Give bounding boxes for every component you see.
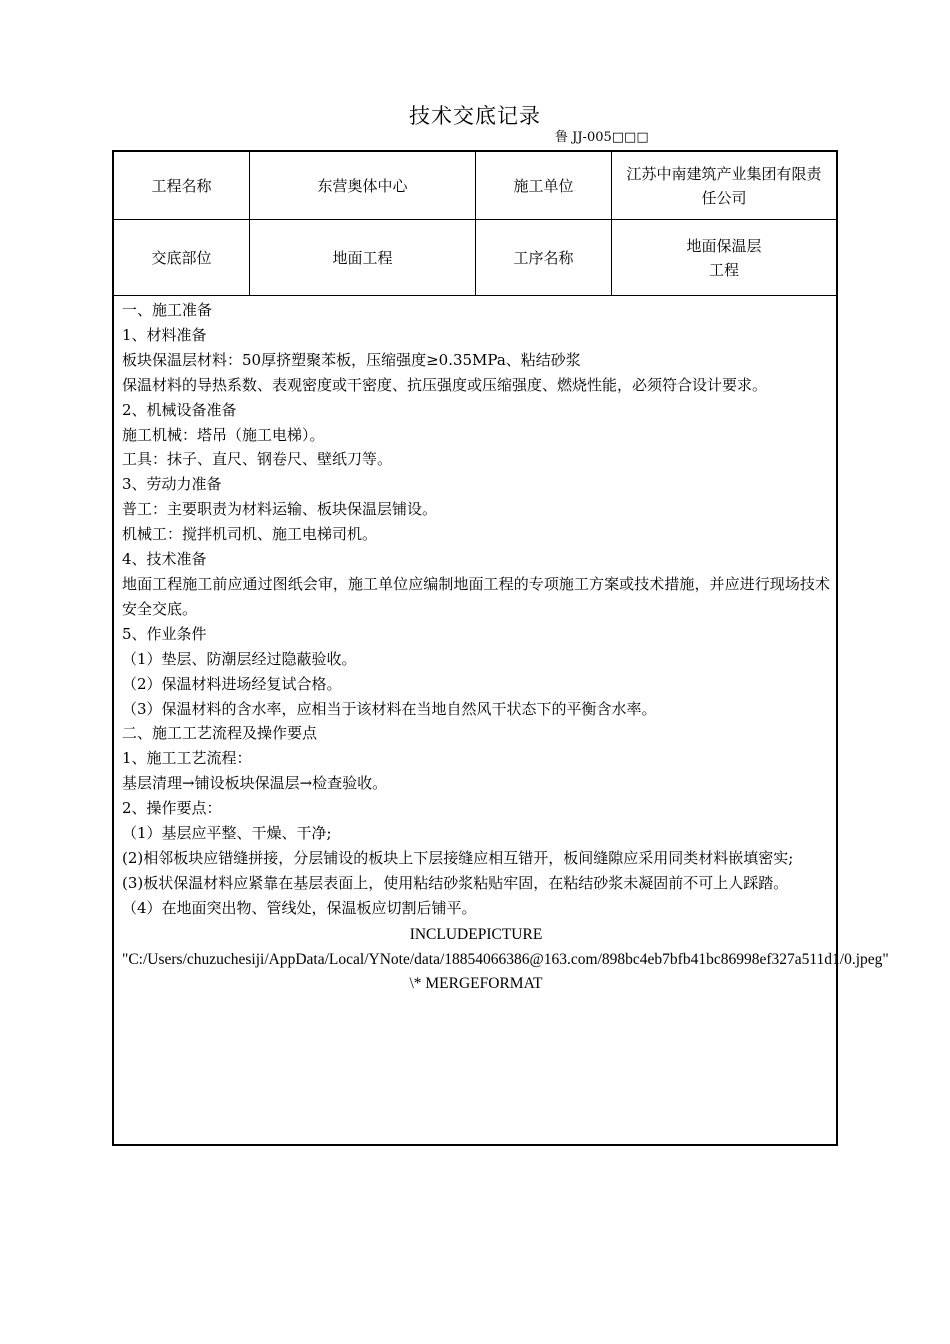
content-line: 普工：主要职责为材料运输、板块保温层铺设。 — [122, 500, 438, 519]
content-line: 工具：抹子、直尺、钢卷尺、壁纸刀等。 — [122, 450, 393, 469]
content-line: (3)板状保温材料应紧靠在基层表面上，使用粘结砂浆粘贴牢固，在粘结砂浆未凝固前不可上人踩踏。 — [122, 873, 789, 892]
header-row-project — [114, 152, 836, 220]
content-line: (2)相邻板块应错缝拼接，分层铺设的板块上下层接缝应相互错开，板间缝隙应采用同类材料嵌填密实; — [122, 848, 794, 867]
process-name-value — [612, 220, 836, 295]
content-line: 二、施工工艺流程及操作要点 — [122, 724, 318, 743]
content-line: 2、操作要点： — [122, 799, 222, 818]
content-line: 3、劳动力准备 — [122, 475, 222, 494]
process-name-line2: 工程 — [708, 260, 739, 279]
content-line: （3）保温材料的含水率，应相当于该材料在当地自然风干状态下的平衡含水率。 — [122, 699, 657, 718]
content-line: 板块保温层材料：50厚挤塑聚苯板，压缩强度≥0.35MPa、粘结砂浆 — [122, 350, 581, 369]
document-code: 鲁 JJ-005□□□ — [555, 130, 649, 145]
contractor-label: 施工单位 — [476, 152, 612, 219]
content-line: 基层清理→铺设板块保温层→检查验收。 — [122, 774, 388, 793]
content-line: 施工机械：塔吊（施工电梯）。 — [122, 425, 325, 444]
handover-content — [122, 298, 889, 997]
process-name-line1: 地面保温层 — [686, 236, 762, 255]
content-line: （2）保温材料进场经复试合格。 — [122, 674, 342, 693]
header-row-part — [114, 220, 836, 296]
content-line: （4）在地面突出物、管线处，保温板应切割后铺平。 — [122, 898, 477, 917]
content-line: 保温材料的导热系数、表观密度或干密度、抗压强度或压缩强度、燃烧性能，必须符合设计要求。 — [122, 375, 768, 394]
handover-part-label: 交底部位 — [114, 220, 250, 295]
project-name-label: 工程名称 — [114, 152, 250, 219]
content-line: 2、机械设备准备 — [122, 400, 237, 419]
document-title: 技术交底记录 — [409, 104, 541, 128]
content-line: （1）垫层、防潮层经过隐蔽验收。 — [122, 649, 357, 668]
picture-field-code: INCLUDEPICTURE "C:/Users/chuzuchesiji/AppData/Local/YNote/data/18854066386@163.com/898bc4eb7bfb41bc86998ef327a511d1/0.jpeg" \* MERGEFORMAT — [122, 925, 889, 993]
contractor-value: 江苏中南建筑产业集团有限责任公司 — [626, 164, 822, 207]
content-line: 1、施工工艺流程： — [122, 749, 252, 768]
content-line: 地面工程施工前应通过图纸会审，施工单位应编制地面工程的专项施工方案或技术措施，并应进行现场技术安全交底。 — [122, 574, 830, 618]
record-table — [112, 150, 889, 1146]
content-line: 5、作业条件 — [122, 624, 207, 643]
project-name-value: 东营奥体中心 — [250, 152, 476, 219]
process-name-label: 工序名称 — [476, 220, 612, 295]
content-line: （1）基层应平整、干燥、干净; — [122, 824, 332, 843]
content-line: 机械工：搅拌机司机、施工电梯司机。 — [122, 525, 378, 544]
content-line: 1、材料准备 — [122, 325, 207, 344]
content-line: 4、技术准备 — [122, 550, 207, 569]
handover-part-value: 地面工程 — [250, 220, 476, 295]
content-line: 一、施工准备 — [122, 301, 213, 319]
